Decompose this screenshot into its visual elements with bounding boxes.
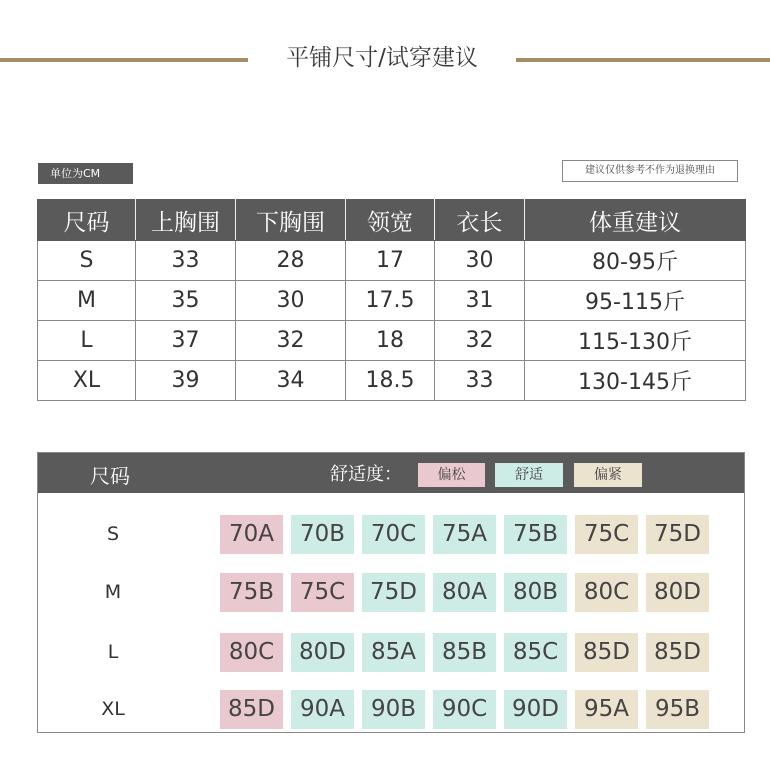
cup-size-cell: 90A xyxy=(291,690,354,729)
legend-loose: 偏松 xyxy=(418,463,485,487)
cup-size-cell: 90C xyxy=(433,690,496,729)
cup-size-cell: 70A xyxy=(220,515,283,554)
table-row xyxy=(38,281,746,321)
table-cell: 34 xyxy=(236,361,346,401)
table-cell: 95-115斤 xyxy=(525,281,746,321)
table-cell: 30 xyxy=(236,281,346,321)
table-cell: 130-145斤 xyxy=(525,361,746,401)
cup-size-cell: 75C xyxy=(291,573,354,612)
header-upper-bust: 上胸围 xyxy=(136,200,236,241)
table-cell: 17 xyxy=(346,241,435,281)
cup-size-cell: 80C xyxy=(575,573,638,612)
cup-row-size-label: L xyxy=(107,641,119,663)
size-table xyxy=(37,199,746,401)
unit-badge: 单位为CM xyxy=(38,163,133,184)
table-cell: 18 xyxy=(346,321,435,361)
table-cell: S xyxy=(38,241,136,281)
table-cell: 33 xyxy=(435,361,525,401)
fit-label: 舒适度： xyxy=(330,464,402,485)
cup-size-cell: 75C xyxy=(575,515,638,554)
disclaimer-note: 建议仅供参考不作为退换理由 xyxy=(562,160,738,182)
table-cell: 17.5 xyxy=(346,281,435,321)
table-cell: L xyxy=(38,321,136,361)
cup-size-cell: 80A xyxy=(433,573,496,612)
table-row xyxy=(38,321,746,361)
legend-tight: 偏紧 xyxy=(574,463,642,487)
cup-size-cell: 75A xyxy=(433,515,496,554)
cup-size-cell: 75D xyxy=(646,515,709,554)
cup-size-cell: 90D xyxy=(504,690,567,729)
cup-size-cell: 75D xyxy=(362,573,425,612)
cup-size-cell: 85A xyxy=(362,633,425,672)
table-cell: 35 xyxy=(136,281,236,321)
page-title: 平铺尺寸/试穿建议 xyxy=(286,45,478,71)
cup-size-cell: 75B xyxy=(220,573,283,612)
cup-size-cell: 70B xyxy=(291,515,354,554)
table-row xyxy=(38,241,746,281)
cup-size-cell: 95A xyxy=(575,690,638,729)
table-cell: 80-95斤 xyxy=(525,241,746,281)
cup-row-size-label: M xyxy=(104,581,122,603)
table-cell: 28 xyxy=(236,241,346,281)
cup-size-header xyxy=(38,453,744,493)
cup-size-cell: 80D xyxy=(646,573,709,612)
table-cell: 32 xyxy=(236,321,346,361)
cup-size-cell: 85C xyxy=(504,633,567,672)
cup-size-cell: 75B xyxy=(504,515,567,554)
table-cell: M xyxy=(38,281,136,321)
title-divider-right xyxy=(516,58,770,62)
legend-comfortable: 舒适 xyxy=(495,463,563,487)
cup-size-cell: 85B xyxy=(433,633,496,672)
title-divider-left xyxy=(0,58,248,62)
table-cell: 37 xyxy=(136,321,236,361)
header-neck-width: 领宽 xyxy=(346,200,435,241)
size-table-header-row xyxy=(38,200,746,241)
cup-size-cell: 80D xyxy=(291,633,354,672)
header-size: 尺码 xyxy=(38,200,136,241)
cup-row-size-label: XL xyxy=(101,698,125,720)
cup-size-cell: 85D xyxy=(646,633,709,672)
cup-size-cell: 85D xyxy=(220,690,283,729)
table-cell: 18.5 xyxy=(346,361,435,401)
cup-size-cell: 70C xyxy=(362,515,425,554)
header-weight: 体重建议 xyxy=(525,200,746,241)
header-under-bust: 下胸围 xyxy=(236,200,346,241)
cup-size-cell: 85D xyxy=(575,633,638,672)
cup-size-cell: 95B xyxy=(646,690,709,729)
table-cell: 30 xyxy=(435,241,525,281)
cup-size-panel xyxy=(37,452,745,733)
table-row xyxy=(38,361,746,401)
table-cell: 115-130斤 xyxy=(525,321,746,361)
table-cell: XL xyxy=(38,361,136,401)
table-cell: 39 xyxy=(136,361,236,401)
header-length: 衣长 xyxy=(435,200,525,241)
cup-size-cell: 80C xyxy=(220,633,283,672)
cup-size-cell: 90B xyxy=(362,690,425,729)
cup-size-cell: 80B xyxy=(504,573,567,612)
table-cell: 31 xyxy=(435,281,525,321)
table-cell: 32 xyxy=(435,321,525,361)
cup-header-label: 尺码 xyxy=(90,464,130,488)
table-cell: 33 xyxy=(136,241,236,281)
cup-row-size-label: S xyxy=(106,523,120,545)
